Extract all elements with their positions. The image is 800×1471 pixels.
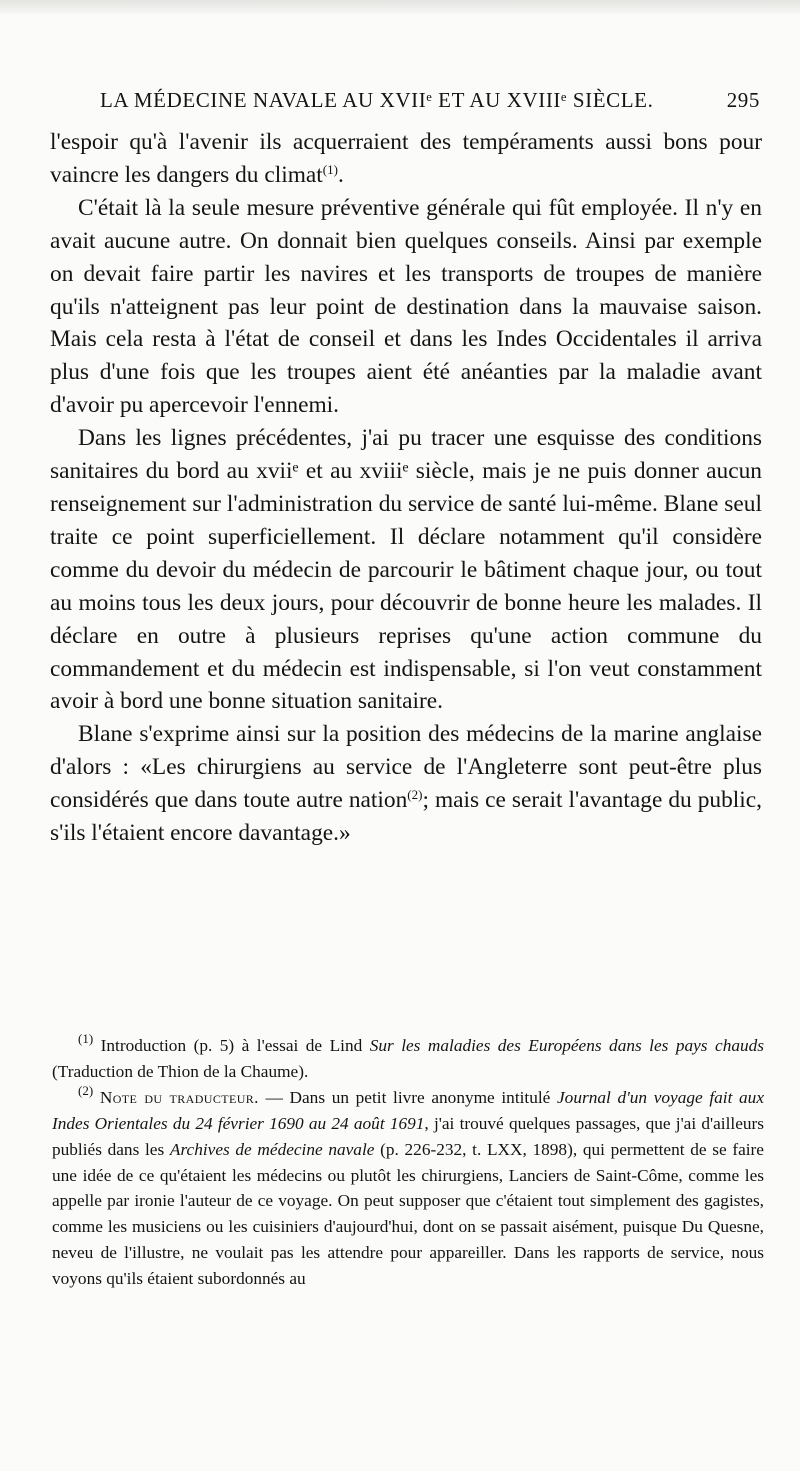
footnotes (52, 1033, 764, 1292)
footnote-2-book-title: Journal d'un voyage fait aux Indes Orientales du 24 février 1690 au 24 août 1691 (52, 1087, 764, 1133)
paragraph-1-text: l'espoir qu'à l'avenir ils acquerraient des tempéraments aussi bons pour vaincre les dangers du climat (50, 129, 762, 188)
footnote-1-book-title: Sur les maladies des Européens dans les pays chauds (369, 1036, 764, 1055)
footnote-2-journal-title: Archives de médecine navale (169, 1139, 375, 1159)
paragraph-3: Dans les lignes précédentes, j'ai pu tracer une esquisse des conditions sanitaires du bord au xviiᵉ et au xviiiᵉ siècle, mais je ne puis donner aucun renseignement sur l'administration du service de santé lui-même. Blane seul traite ce point superficiellement. Il déclare notamment qu'il considère comme du devoir du médecin de parcourir le bâtiment chaque jour, ou tout au moins tous les deux jours, pour découvrir de bonne heure les malades. Il déclare en outre à plusieurs reprises qu'une action commune du commandement et du médecin est indispensable, si l'on veut constamment avoir à bord une bonne situation sanitaire. (50, 425, 762, 715)
paragraph-4 (50, 718, 762, 850)
footnote-1 (52, 1033, 764, 1085)
scan-edge-shading (0, 0, 800, 14)
footnote-2-text-c: (p. 226-232, t. LXX, 1898), qui permettent de se faire une idée de ce qu'étaient les médecins ou plutôt les chirurgiens, Lanciers de Saint-Côme, comme les appelle par ironie l'auteur de ce voyage. On peut supposer que c'étaient tout simplement des gagistes, comme les musiciens ou les cuisiniers d'aujourd'hui, dont on se passait aisément, puisque Du Quesne, neveu de l'illustre, ne voulait pas les attendre pour appareiller. Dans les rapports de service, nous voyons qu'ils étaient subordonnés au (52, 1139, 764, 1289)
footnote-ref-2: (2) (407, 787, 423, 803)
main-text (50, 126, 762, 850)
footnote-2-label: Note du traducteur. (99, 1087, 259, 1107)
paragraph-1-end: . (337, 161, 344, 188)
paragraph-1 (50, 126, 762, 192)
paragraph-2: C'était là la seule mesure préventive générale qui fût employée. Il n'y en avait aucune autre. On donnait bien quelques conseils. Ainsi par exemple on devait faire partir les navires et les transports de troupes de manière qu'ils n'atteignent pas leur point de destination dans la mauvaise saison. Mais cela resta à l'état de conseil et dans les Indes Occidentales il arriva plus d'une fois que les troupes aient été anéanties par la maladie avant d'avoir pu apercevoir l'ennemi. (50, 194, 762, 419)
running-title: LA MÉDECINE NAVALE AU XVIIᵉ ET AU XVIIIᵉ SIÈCLE. (100, 88, 654, 112)
paragraph-4-end: ; mais ce serait l'avantage du public, s'ils l'étaient encore davantage.» (50, 787, 763, 847)
running-header (100, 88, 760, 118)
footnote-1-text-b: (Traduction de Thion de la Chaume). (52, 1061, 309, 1081)
footnote-ref-1: (1) (322, 161, 338, 177)
footnote-2-mark: (2) (78, 1082, 94, 1098)
footnote-2-text-b: , j'ai trouvé quelques passages, que j'ai d'ailleurs publiés dans les (52, 1113, 764, 1159)
footnote-1-mark: (1) (78, 1031, 94, 1046)
footnote-2-text-a: — Dans un petit livre anonyme intitulé (258, 1087, 558, 1107)
footnote-2 (52, 1082, 764, 1292)
footnote-1-text-a: Introduction (p. 5) à l'essai de Lind (100, 1036, 370, 1055)
paragraph-4-text: Blane s'exprime ainsi sur la position des médecins de la marine anglaise d'alors : «Les chirurgiens au service de l'Angleterre sont peut-être plus considérés que dans toute autre nation (50, 721, 762, 814)
page-number: 295 (726, 88, 760, 112)
